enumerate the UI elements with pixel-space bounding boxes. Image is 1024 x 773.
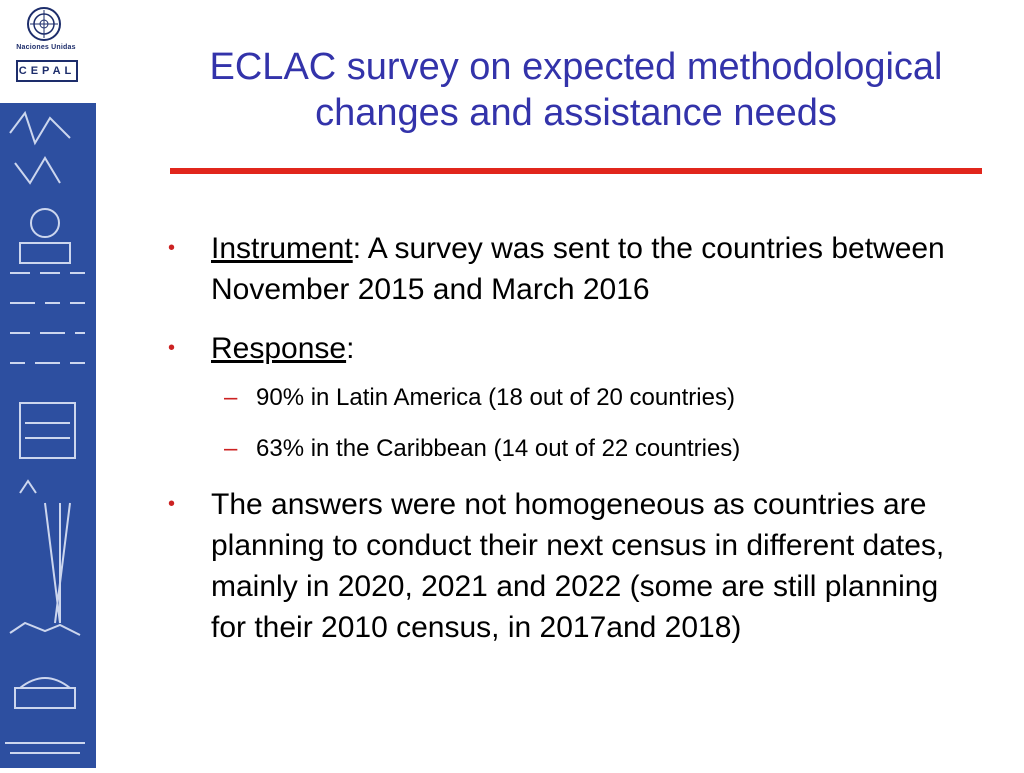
decorative-petroglyphs-icon — [0, 103, 96, 768]
slide-content — [168, 228, 968, 648]
sub-bullet-text: 90% in Latin America (18 out of 20 countries) — [256, 384, 735, 411]
bullet-instrument-label: Instrument — [211, 232, 353, 265]
bullet-instrument-separator: : — [352, 232, 362, 265]
bullet-response — [168, 328, 968, 369]
decorative-side-strip — [0, 103, 96, 768]
un-emblem-icon — [26, 6, 62, 42]
bullet-instrument-text: A survey was sent to the countries between November 2015 and March 2016 — [211, 232, 945, 306]
bullet-answers — [168, 484, 968, 648]
sub-bullet-text: 63% in the Caribbean (14 out of 22 countries) — [256, 435, 741, 462]
dash-icon: – — [224, 384, 238, 411]
page-title: ECLAC survey on expected methodological changes and assistance needs — [209, 46, 943, 134]
bullet-answers-text: The answers were not homogeneous as countries are planning to conduct their next census in different dates, mainly in 2020, 2021 and 2022 (some are still planning for their 2010 census, in 2017and 2018) — [211, 488, 945, 644]
title-divider — [170, 168, 982, 174]
bullet-response-label: Response — [211, 332, 347, 365]
bullet-dot-icon: • — [168, 237, 176, 259]
bullet-instrument — [168, 228, 968, 310]
un-logo-text: Naciones Unidas — [16, 44, 76, 51]
bullet-response-separator: : — [346, 332, 355, 365]
dash-icon: – — [224, 435, 238, 462]
cepal-logo: CEPAL — [16, 60, 78, 82]
sub-bullet-caribbean — [168, 434, 968, 464]
sub-bullet-latin-america — [168, 383, 968, 413]
logo-area — [0, 0, 96, 100]
bullet-dot-icon: • — [168, 493, 176, 515]
bullet-dot-icon: • — [168, 337, 176, 359]
